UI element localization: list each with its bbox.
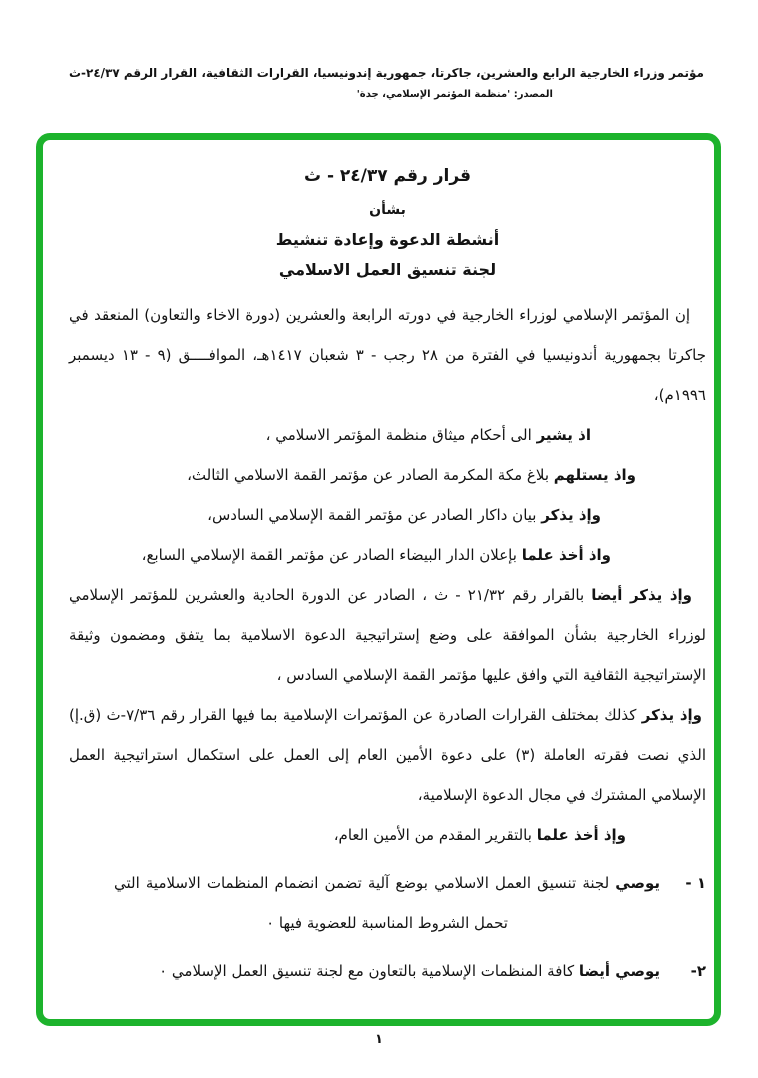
- preamble-opening-paragraph: [69, 295, 706, 415]
- document-content: [43, 140, 714, 991]
- clause-lead: وإذ يذكر أيضا: [591, 586, 692, 604]
- clause-lead: واذ يستلهم: [553, 466, 636, 484]
- operative-item-2: [69, 951, 706, 991]
- clause-text: بيان داكار الصادر عن مؤتمر القمة الإسلامي السادس،: [207, 506, 537, 524]
- clause-lead: وإذ أخذ علما: [536, 826, 626, 844]
- clause-text: بإعلان الدار البيضاء الصادر عن مؤتمر القمة الإسلامي السابع،: [141, 546, 517, 564]
- clause-text: بلاغ مكة المكرمة الصادر عن مؤتمر القمة الاسلامي الثالث،: [187, 466, 550, 484]
- resolution-subject-line1: أنشطة الدعوة وإعادة تنشيط: [275, 230, 500, 249]
- header-citation-line: مؤتمر وزراء الخارجية الرابع والعشرين، جاكرتا، جمهورية إندونيسيا، القرارات الثقافية، القرار الرقم ٢٤/٣٧-ث: [68, 66, 704, 80]
- preamble-clause-secretary-general-report: [69, 815, 706, 855]
- item-lead: يوصي: [615, 874, 660, 892]
- page-number: ١: [375, 1032, 383, 1047]
- resolution-title-block: [69, 166, 706, 279]
- clause-text: كذلك بمختلف القرارات الصادرة عن المؤتمرات الإسلامية بما فيها القرار رقم ٧/٣٦-ث (ق.إ) الذي نصت فقرته العاملة (٣) على دعوة الأمين العام إلى العمل على استكمال استراتيجية العمل الإسلامي المشترك في مجال الدعوة الإسلامية،: [69, 706, 706, 804]
- clause-text: بالتقرير المقدم من الأمين العام،: [333, 826, 532, 844]
- clause-lead: واذ أخذ علما: [521, 546, 611, 564]
- clause-text: الى أحكام ميثاق منظمة المؤتمر الاسلامي ،: [265, 426, 532, 444]
- preamble-paragraph-resolution-7-36: [69, 695, 706, 815]
- preamble-clause-dakar-declaration: [69, 495, 706, 535]
- item-body: كافة المنظمات الإسلامية بالتعاون مع لجنة تنسيق العمل الإسلامي ٠: [159, 962, 575, 980]
- operative-item-1: [69, 863, 706, 943]
- resolution-subject-word: بشأن: [369, 202, 406, 218]
- clause-lead: وإذ يذكر: [641, 706, 702, 724]
- preamble-clause-casablanca-declaration: [69, 535, 706, 575]
- item-text: [114, 863, 660, 943]
- header-source-line: المصدر: 'منظمة المؤتمر الإسلامي، جدة': [356, 89, 553, 100]
- resolution-number-title: قرار رقم ٢٤/٣٧ - ث: [303, 166, 472, 186]
- item-text: [114, 951, 660, 991]
- item-number: ١ -: [685, 874, 706, 892]
- preamble-clause-makkah-communique: [69, 455, 706, 495]
- resolution-subject-line2: لجنة تنسيق العمل الاسلامي: [278, 260, 497, 279]
- item-lead: يوصي أيضا: [578, 962, 660, 980]
- clause-text: بالقرار رقم ٢١/٣٢ - ث ، الصادر عن الدورة الحادية والعشرين للمؤتمر الإسلامي لوزراء الخارجية بشأن الموافقة على وضع إستراتيجية الدعوة الاسلامية بما يتفق ومضمون وثيقة الإستراتيجية الثقافية التي وافق عليها مؤتمر القمة الإسلامي السادس ،: [69, 586, 706, 684]
- preamble-opening-text: إن المؤتمر الإسلامي لوزراء الخارجية في دورته الرابعة والعشرين (دورة الاخاء والتعاون) المنعقد في جاكرتا بجمهورية أندونيسيا في الفترة من ٢٨ رجب - ٣ شعبان ١٤١٧هـ، الموافــــق (٩ - ١٣ ديسمبر ١٩٩٦م)،: [69, 306, 707, 404]
- preamble-paragraph-resolution-21-32: [69, 575, 706, 695]
- item-body: لجنة تنسيق العمل الاسلامي بوضع آلية تضمن انضمام المنظمات الاسلامية التي تحمل الشروط المناسبة للعضوية فيها ٠: [114, 874, 610, 932]
- document-header: [0, 66, 758, 100]
- green-border-frame: [36, 133, 721, 1026]
- preamble-clause-recalling-charter: [69, 415, 706, 455]
- item-number: ٢-: [690, 962, 706, 980]
- clause-lead: وإذ يذكر: [541, 506, 601, 524]
- clause-lead: اذ يشير: [536, 426, 591, 444]
